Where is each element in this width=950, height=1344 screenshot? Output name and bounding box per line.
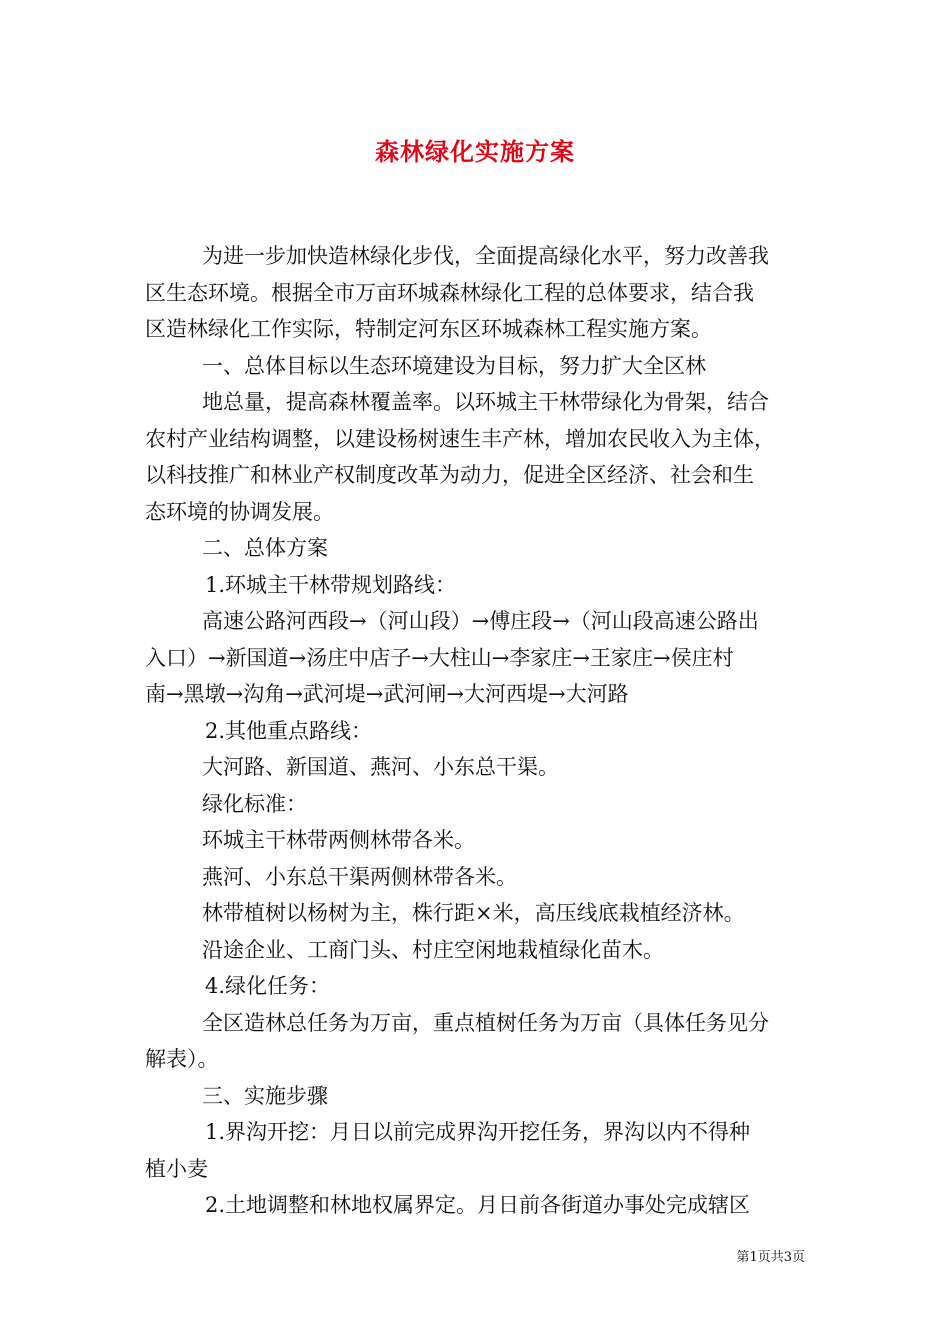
paragraph-line: 地总量，提高森林覆盖率。以环城主干林带绿化为骨架，结合 [202,390,769,414]
paragraph-line: 农村产业结构调整，以建设杨树速生丰产林，增加农民收入为主体， [145,426,775,451]
paragraph-line: 为进一步加快造林绿化步伐，全面提高绿化水平，努力改善我 [202,244,769,268]
paragraph-line: 沿途企业、工商门头、村庄空闲地栽植绿化苗木。 [202,937,664,962]
paragraph-line: 环城主干林带两侧林带各米。 [202,828,475,852]
paragraph-line: 全区造林总任务为万亩，重点植树任务为万亩（具体任务见分 [202,1010,769,1035]
paragraph-line: 解表）。 [145,1047,219,1071]
paragraph-line: 高速公路河西段→（河山段）→傅庄段→（河山段高速公路出 [202,609,759,633]
paragraph-line: 区生态环境。根据全市万亩环城森林绿化工程的总体要求，结合我 [145,280,754,305]
paragraph-line: 植小麦 [145,1156,208,1181]
paragraph-line: 以科技推广和林业产权制度改革为动力，促进全区经济、社会和生 [145,463,754,487]
document-title: 森林绿化实施方案 [375,137,575,166]
page-footer: 第1页共3页 [736,1250,805,1265]
paragraph-line: 入口）→新国道→汤庄中店子→大柱山→李家庄→王家庄→侯庄村 [145,645,734,670]
paragraph-line: 态环境的协调发展。 [145,499,334,524]
paragraph-line: 绿化标准： [202,791,307,816]
subsection-heading-line: 1.环城主干林带规划路线： [205,572,457,597]
section-heading-line: 三、实施步骤 [202,1083,328,1108]
paragraph-line: 南→黑墩→沟角→武河堤→武河闸→大河西堤→大河路 [145,682,629,706]
document-body [145,238,815,1224]
subsection-heading-line: 2.土地调整和林地权属界定。月日前各街道办事处完成辖区 [205,1193,751,1217]
paragraph-line: 区造林绿化工作实际，特制定河东区环城森林工程实施方案。 [145,317,712,341]
subsection-heading-line: 1.界沟开挖：月日以前完成界沟开挖任务，界沟以内不得种 [205,1120,751,1144]
paragraph-line: 林带植树以杨树为主，株行距×米，高压线底栽植经济林。 [202,901,745,925]
section-heading-line: 二、总体方案 [202,536,328,560]
section-heading-line: 一、总体目标以生态环境建设为目标，努力扩大全区林 [202,353,706,378]
subsection-heading-line: 2.其他重点路线： [205,718,373,743]
paragraph-line: 大河路、新国道、燕河、小东总干渠。 [202,755,559,779]
paragraph-line: 燕河、小东总干渠两侧林带各米。 [202,864,517,889]
subsection-heading-line: 4.绿化任务： [205,974,331,998]
